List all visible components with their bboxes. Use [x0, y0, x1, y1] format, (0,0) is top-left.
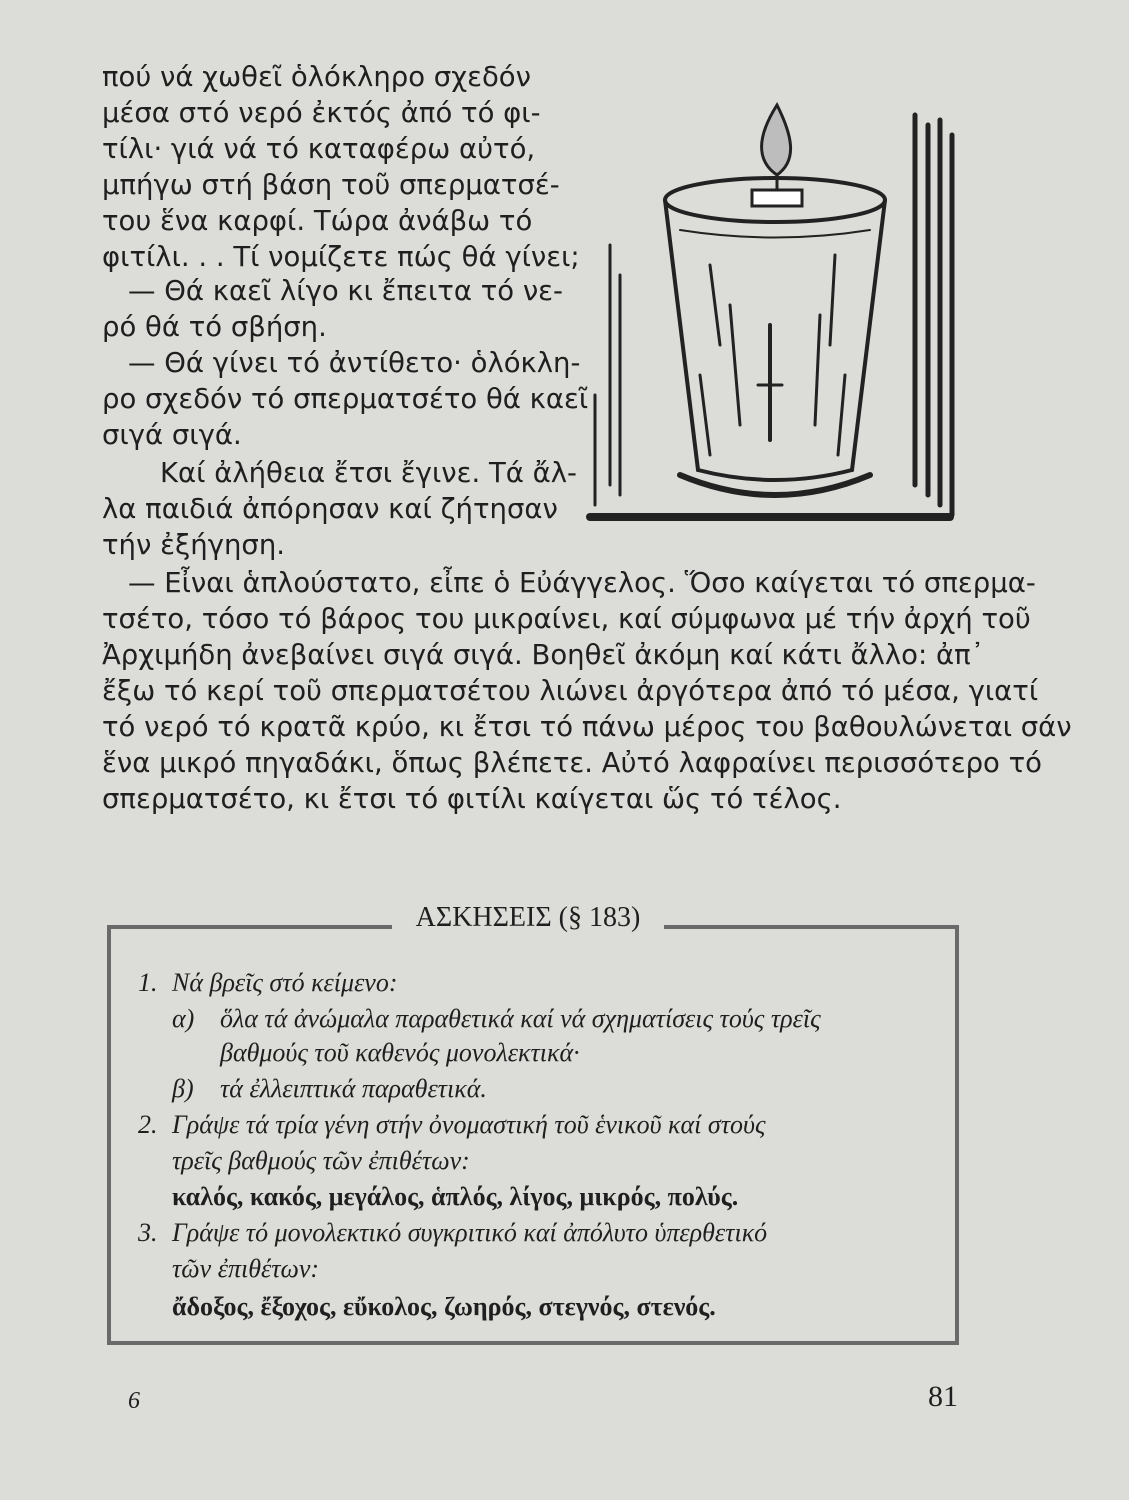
text-line: Ἀρχιμήδη ἀνεβαίνει σιγά σιγά. Βοηθεῖ ἀκόμη καί κάτι ἄλλο: ἀπ᾽ — [102, 639, 985, 671]
text-line: ἔξω τό κερί τοῦ σπερματσέτου λιώνει ἀργότερα ἀπό τό μέσα, γιατί — [102, 675, 1039, 707]
exercise-text: τῶν ἐπιθέτων: — [172, 1254, 320, 1283]
exercise-text: τρεῖς βαθμούς τῶν ἐπιθέτων: — [172, 1146, 470, 1175]
text-line: ρο σχεδόν τό σπερματσέτο θά καεῖ — [102, 383, 589, 415]
exercise-text: ὅλα τά ἀνώμαλα παραθετικά καί νά σχηματίσεις τούς τρεῖς — [220, 1004, 821, 1033]
text-line: τήν ἐξήγηση. — [102, 529, 286, 561]
text-line: φιτίλι. . . Τί νομίζετε πώς θά γίνει; — [102, 241, 580, 273]
exercise-word-list: καλός, κακός, μεγάλος, ἁπλός, λίγος, μικρός, πολύς. — [172, 1182, 739, 1211]
exercise-text: τά ἐλλειπτικά παραθετικά. — [220, 1074, 487, 1103]
text-line: πού νά χωθεῖ ὁλόκληρο σχεδόν — [102, 61, 531, 93]
exercise-subitem-label: β) — [172, 1074, 194, 1103]
exercise-text: Νά βρεῖς στό κείμενο: — [172, 968, 398, 997]
text-line: μπήγω στή βάση τοῦ σπερματσέ- — [102, 169, 560, 201]
exercise-number: 1. — [138, 968, 158, 997]
text-line: μέσα στό νερό ἐκτός ἀπό τό φι- — [102, 97, 541, 129]
text-line: σπερματσέτο, κι ἔτσι τό φιτίλι καίγεται ὥς τό τέλος. — [102, 783, 842, 815]
candle-glass-illustration — [580, 95, 960, 535]
exercise-text: Γράψε τό μονολεκτικό συγκριτικό καί ἀπόλυτο ὑπερθετικό — [172, 1218, 768, 1247]
signature-mark: 6 — [128, 1388, 140, 1414]
text-line: του ἕνα καρφί. Τώρα ἀνάβω τό — [102, 205, 533, 237]
exercise-number: 2. — [138, 1110, 158, 1139]
text-line: — Θά καεῖ λίγο κι ἔπειτα τό νε- — [128, 275, 563, 307]
exercise-subitem-label: α) — [172, 1004, 195, 1033]
text-line: — Εἶναι ἁπλούστατο, εἶπε ὁ Εὐάγγελος. Ὅσο καίγεται τό σπερμα- — [128, 567, 1036, 599]
exercise-text: Γράψε τά τρία γένη στήν ὀνομαστική τοῦ ἑνικοῦ καί στούς — [172, 1110, 766, 1139]
exercise-word-list: ἄδοξος, ἔξοχος, εὔκολος, ζωηρός, στεγνός, στενός. — [172, 1292, 716, 1321]
page-number: 81 — [928, 1380, 958, 1413]
exercise-text: βαθμούς τοῦ καθενός μονολεκτικά· — [220, 1038, 580, 1067]
text-line: σιγά σιγά. — [102, 419, 242, 451]
text-line: Καί ἀλήθεια ἔτσι ἔγινε. Τά ἄλ- — [160, 457, 577, 489]
text-line: λα παιδιά ἀπόρησαν καί ζήτησαν — [102, 493, 558, 525]
exercise-title: ΑΣΚΗΣΕΙΣ (§ 183) — [392, 900, 664, 936]
text-line: τό νερό τό κρατᾶ κρύο, κι ἔτσι τό πάνω μέρος του βαθουλώνεται σάν — [102, 711, 1072, 743]
text-line: — Θά γίνει τό ἀντίθετο· ὁλόκλη- — [128, 347, 581, 379]
text-line: τσέτο, τόσο τό βάρος του μικραίνει, καί σύμφωνα μέ τήν ἀρχή τοῦ — [102, 603, 1031, 635]
exercise-number: 3. — [138, 1218, 158, 1247]
text-line: ἕνα μικρό πηγαδάκι, ὅπως βλέπετε. Αὐτό λαφραίνει περισσότερο τό — [102, 747, 1043, 779]
text-line: τίλι· γιά νά τό καταφέρω αὐτό, — [102, 133, 536, 165]
text-line: ρό θά τό σβήση. — [102, 311, 327, 343]
